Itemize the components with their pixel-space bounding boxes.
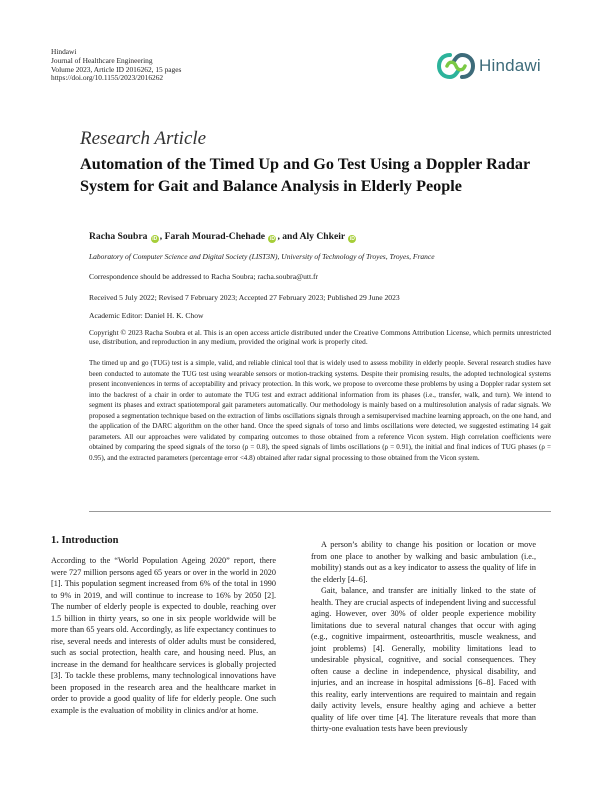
volume-info: Volume 2023, Article ID 2016262, 15 pages xyxy=(51,64,182,74)
section-heading-introduction: 1. Introduction xyxy=(51,535,119,546)
author-name[interactable]: Racha Soubra xyxy=(89,231,148,242)
body-column-left xyxy=(51,535,276,716)
affiliation: Laboratory of Computer Science and Digital Society (LIST3N), University of Technology of Troyes, Troyes, France xyxy=(89,252,435,261)
hindawi-logo xyxy=(437,49,557,83)
author-list xyxy=(89,231,357,243)
paper-title: Automation of the Timed Up and Go Test Using a Doppler Radar System for Gait and Balance Analysis in Elderly People xyxy=(80,155,530,195)
section-divider xyxy=(89,511,551,512)
body-column-right xyxy=(311,539,536,735)
author-name[interactable]: , and Aly Chkeir xyxy=(277,231,345,242)
journal-header xyxy=(51,48,181,83)
orcid-icon[interactable]: iD xyxy=(152,236,158,242)
article-type-label: Research Article xyxy=(80,128,207,149)
hindawi-logo-text: Hindawi xyxy=(479,56,541,75)
orcid-icon[interactable]: iD xyxy=(269,236,275,242)
body-paragraph: According to the “World Population Ageing 2020” report, there were 727 million persons aged 65 years or over in the world in 2020 [1]. This population segment increased from 6% of the total in 1990 to 9% in 2019, and will continue to increase to 16% by 2050 [2]. The number of elderly people is expected to double, reaching over 1.5 billion in thirty years, so one in six people worldwide will be more than 65 years old. Accordingly, as life expectancy continues to rise, several needs and interests of older adults must be considered, such as social protection, health care, and housing need. Plus, an increase in the demand for healthcare services is globally projected [3]. To tackle these problems, many technological innovations have been proposed in the research area and the healthcare market in order to provide a good quality of life for elderly people. One such example is the evaluation of mobility in clinics and/or at home. xyxy=(51,556,276,715)
correspondence-line: Correspondence should be addressed to Racha Soubra; racha.soubra@utt.fr xyxy=(89,272,319,281)
abstract-text: The timed up and go (TUG) test is a simple, valid, and reliable clinical tool that is widely used to assess mobility in elderly people. Several research studies have been conducted to automate the TUG test using wearable sensors or motion-tracking systems. Despite their promising results, the adopted technological systems present inconveniences in terms of acceptability and privacy protection. In this work, we propose to overcome these problems by using a Doppler radar system set into the backrest of a chair in order to automate the TUG test and extract additional information from its phases (i.e., transfer, walk, and turn). We intend to segment its phases and extract spatiotemporal gait parameters automatically. Our methodology is mainly based on a multiresolution analysis of radar signals. We proposed a segmentation technique based on the extraction of limbs oscillations signals through a semisupervised machine learning approach, on the one hand, and the application of the DARC algorithm on the other hand. Once the speed signals of torso and limbs oscillations were detected, we suggested estimating 14 gait parameters. All our approaches were validated by comparing outcomes to those obtained from a reference Vicon system. High correlation coefficients were obtained by comparing the speed signals of the torso (ρ = 0.8), the speed signals of limbs oscillations (ρ = 0.91), the initial and final indices of TUG phases (ρ = 0.95), and the extracted parameters (percentage error <4.8) obtained after radar signal processing to those obtained from the Vicon system. xyxy=(89,359,551,462)
copyright-notice: Copyright © 2023 Racha Soubra et al. This is an open access article distributed under the Creative Commons Attribution License, which permits unrestricted use, distribution, and reproduction in any medium, provided the original work is properly cited. xyxy=(89,328,551,347)
body-paragraph: Gait, balance, and transfer are initially linked to the state of health. They are crucial aspects of independent living and successful aging. However, over 30% of older people experience mobility limitations due to several natural changes that occur with aging (e.g., cognitive impairment, osteoarthritis, muscle weakness, and joint problems) [4]. Generally, mobility limitations lead to undesirable physical, cognitive, and social consequences. They often cause a decline in independence, physical disability, and injuries, and an increase in hospital admissions [6–8]. Faced with this reality, early interventions are required to maintain and regain daily activity levels, ensure healthy aging and achieve a better quality of life over time [4]. The literature reveals that more than thirty-one evaluation tests have been previously xyxy=(311,586,536,733)
academic-editor: Academic Editor: Daniel H. K. Chow xyxy=(89,311,204,320)
body-paragraph: A person’s ability to change his position or location or move from one place to another by walking and basic ambulation (i.e., mobility) stands out as a key indicator to assess the quality of life in the elderly [4–6]. xyxy=(311,540,536,584)
publisher-name: Hindawi xyxy=(51,47,77,56)
journal-name: Journal of Healthcare Engineering xyxy=(51,55,153,65)
author-name[interactable]: , Farah Mourad-Chehade xyxy=(159,231,266,242)
doi-link[interactable]: https://doi.org/10.1155/2023/2016262 xyxy=(51,73,164,83)
hindawi-logo-icon xyxy=(437,51,475,81)
orcid-icon[interactable]: iD xyxy=(349,236,355,242)
publication-dates: Received 5 July 2022; Revised 7 February 2023; Accepted 27 February 2023; Published 29 June 2023 xyxy=(89,293,400,302)
